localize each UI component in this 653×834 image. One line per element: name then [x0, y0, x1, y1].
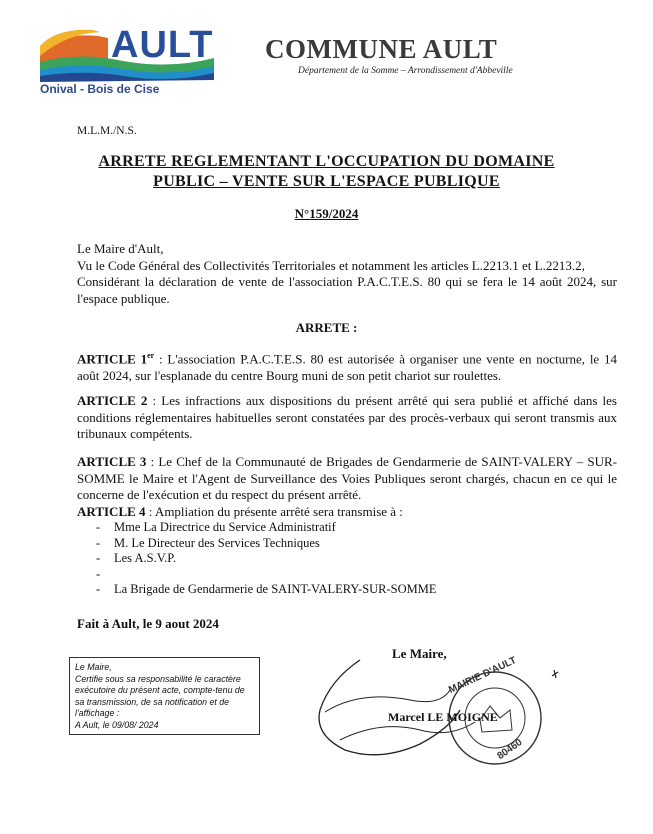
signature-title: Le Maire,: [392, 646, 447, 661]
reference-initials: M.L.M./N.S.: [77, 125, 137, 137]
preamble-mayor: Le Maire d'Ault,: [77, 241, 164, 256]
arrete-heading: ARRETE :: [295, 320, 358, 335]
certification-text: Certifie sous sa responsabilité le caractère exécutoire du présent acte, compte-tenu de sa transmission, de sa notification et de l'affichage :: [75, 673, 245, 718]
article-3-text: : Le Chef de la Communauté de Brigades de Gendarmerie de SAINT-VALERY – SUR-SOMME le Maire et l'Agent de Surveillance des Voies Publiques seront chargés, chacun en ce qui le concerne de l'exécution et du respect du présent arrêté.: [77, 454, 617, 502]
certification-date: A Ault, le 09/08/ 2024: [75, 719, 159, 730]
document-title-line1: ARRETE REGLEMENTANT L'OCCUPATION DU DOMAINE: [98, 153, 555, 170]
article-4-text: : Ampliation du présente arrêté sera transmise à :: [145, 504, 403, 519]
preamble: [77, 241, 617, 307]
list-item: - Les A.S.V.P.: [96, 551, 437, 567]
stamp-top-text: MAIRIE D'AULT: [447, 655, 519, 696]
article-1-label: ARTICLE 1: [77, 351, 148, 367]
preamble-vu: Vu le Code Général des Collectivités Territoriales et notamment les articles L.2213.1 et L.2213.2,: [77, 257, 585, 273]
article-3-label: ARTICLE 3: [77, 454, 147, 469]
article-1-sup: er: [147, 351, 155, 360]
logo-wordmark: AULT: [111, 24, 214, 66]
preamble-considerant: Considérant la déclaration de vente de l'association P.A.C.T.E.S. 80 qui se fera le 14 août 2024, sur l'espace publique.: [77, 274, 617, 306]
certification-title: Le Maire,: [75, 662, 112, 672]
article-4: [77, 504, 617, 521]
article-2-text: : Les infractions aux dispositions du présent arrêté qui sera publié et affiché dans les conditions réglementaires habituelles seront constatées par des procès-verbaux qui seront transmis aux tribunaux compétents.: [77, 393, 617, 441]
list-item: - Mme La Directrice du Service Administratif: [96, 520, 437, 536]
article-2-label: ARTICLE 2: [77, 393, 148, 408]
list-item: [96, 567, 437, 583]
list-item: - La Brigade de Gendarmerie de SAINT-VALERY-SUR-SOMME: [96, 582, 437, 598]
commune-title: COMMUNE AULT: [265, 34, 498, 64]
certification-box: [69, 657, 260, 735]
article-1: [77, 348, 617, 384]
recipient-list: [96, 520, 437, 598]
signatory-name: Marcel LE MOIGNE: [388, 710, 498, 724]
decree-number: N°159/2024: [294, 206, 359, 221]
list-item: - M. Le Directeur des Services Techniques: [96, 536, 437, 552]
article-3: [77, 454, 617, 504]
logo-subtitle: Onival - Bois de Cise: [40, 82, 160, 96]
article-1-text: : L'association P.A.C.T.E.S. 80 est autorisée à organiser une vente en nocturne, le 14 août 2024, sur l'esplanade du centre Bourg muni de son petit chariot sur roulettes.: [77, 351, 617, 383]
commune-logo: [38, 22, 216, 104]
document-title-line2: PUBLIC – VENTE SUR L'ESPACE PUBLIQUE: [153, 173, 500, 190]
article-2: [77, 393, 617, 443]
department-subtitle: Département de la Somme – Arrondissement d'Abbeville: [298, 66, 513, 76]
stamp-bottom-text: 80460: [495, 737, 525, 762]
article-4-label: ARTICLE 4: [77, 504, 146, 519]
place-and-date: Fait à Ault, le 9 aout 2024: [77, 616, 219, 631]
